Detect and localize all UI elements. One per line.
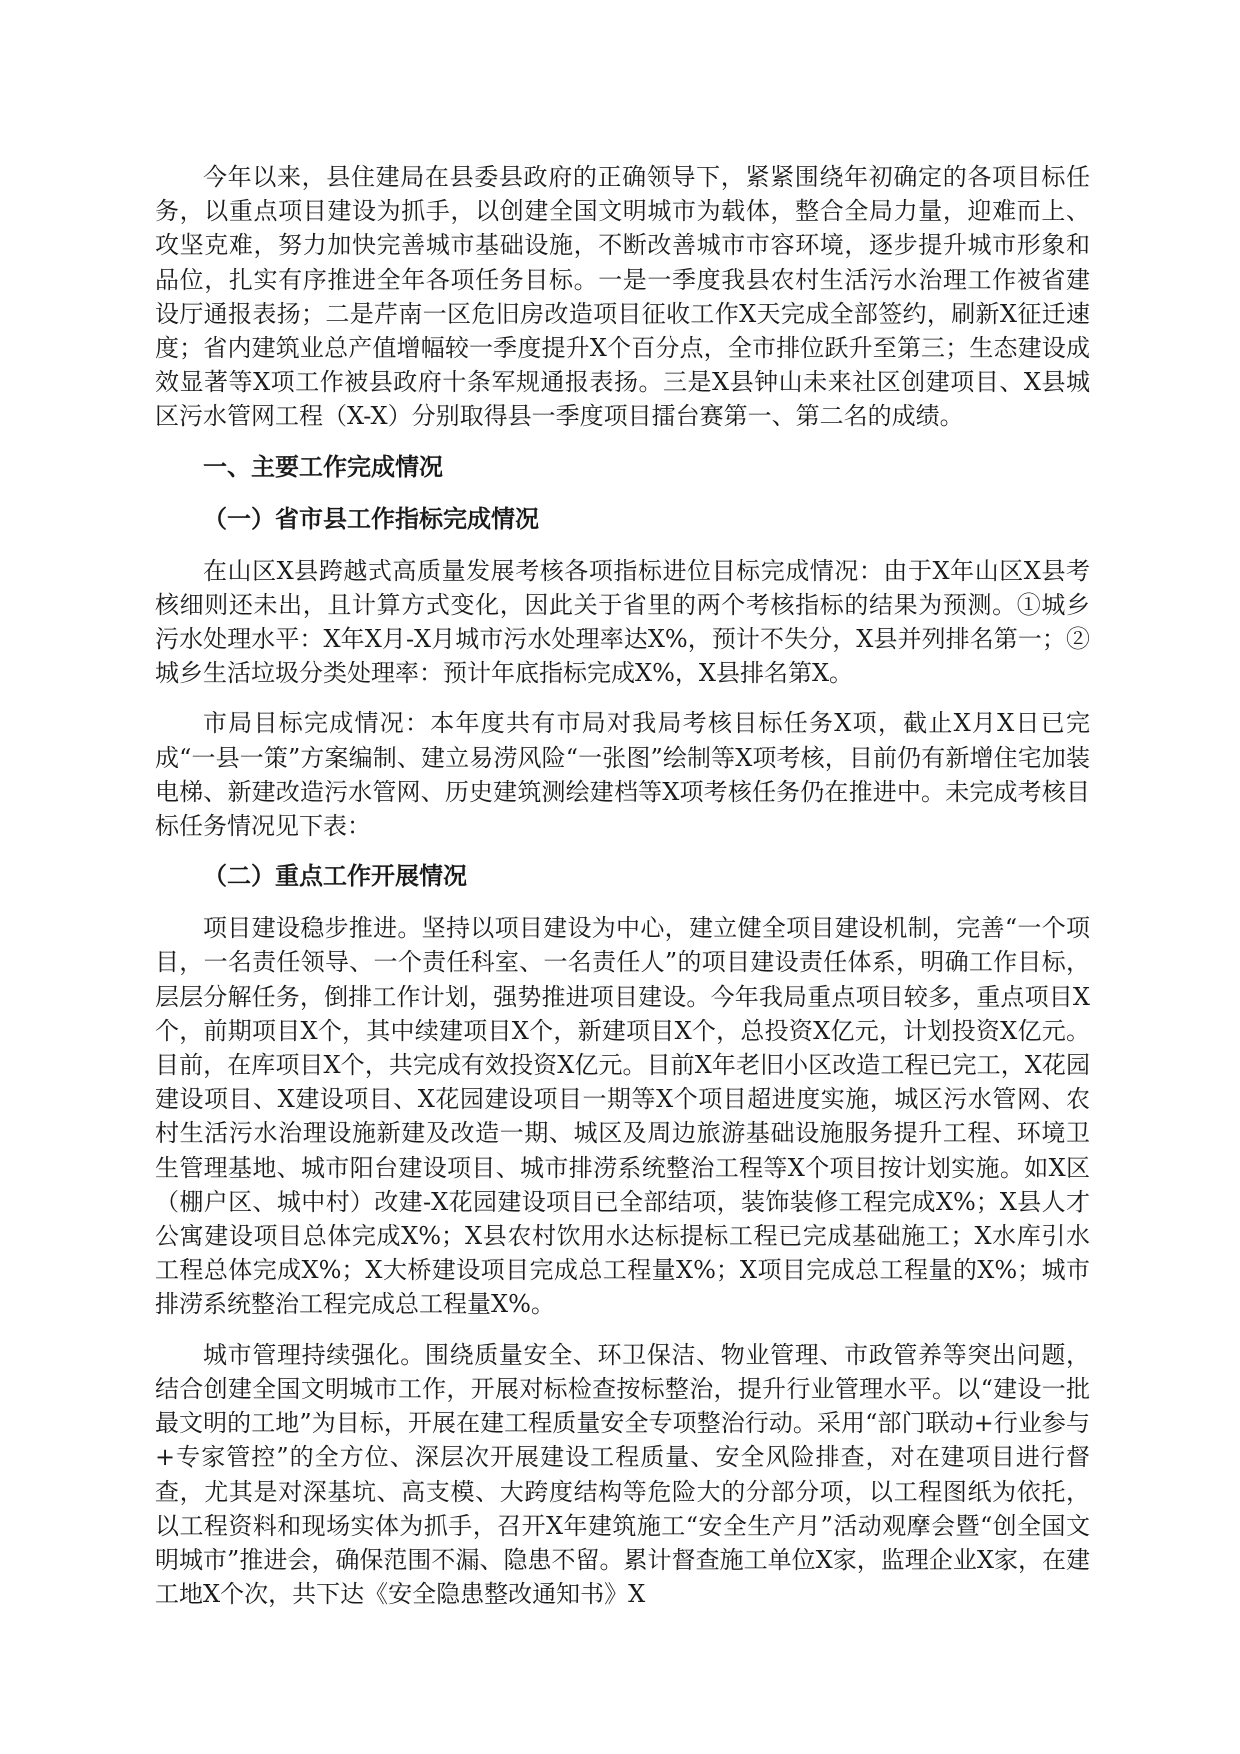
subsection-heading-key-work: （二）重点工作开展情况 [203, 862, 467, 891]
city-targets-paragraph: 市局目标完成情况：本年度共有市局对我局考核目标任务X项，截止X月X日已完成“一县一策”方案编制、建立易涝风险“一张图”绘制等X项考核，目前仍有新增住宅加装电梯、新建改造污水管网、历史建筑测绘建档等X项考核任务仍在推进中。未完成考核目标任务情况见下表： [155, 709, 1090, 841]
city-management-paragraph: 城市管理持续强化。围绕质量安全、环卫保洁、物业管理、市政管养等突出问题，结合创建全国文明城市工作，开展对标检查按标整治，提升行业管理水平。以“建设一批最文明的工地”为目标，开展在建工程质量安全专项整治行动。采用“部门联动+行业参与+专家管控”的全方位、深层次开展建设工程质量、安全风险排查，对在建项目进行督查，尤其是对深基坑、高支模、大跨度结构等危险大的分部分项，以工程图纸为依托，以工程资料和现场实体为抓手，召开X年建筑施工“安全生产月”活动观摩会暨“创全国文明城市”推进会，确保范围不漏、隐患不留。累计督查施工单位X家，监理企业X家，在建工地X个次，共下达《安全隐患整改通知书》X [155, 1340, 1090, 1609]
subsection-heading-indicators: （一）省市县工作指标完成情况 [203, 504, 539, 533]
document-page [155, 160, 1090, 1627]
indicators-paragraph: 在山区X县跨越式高质量发展考核各项指标进位目标完成情况：由于X年山区X县考核细则还未出，且计算方式变化，因此关于省里的两个考核指标的结果为预测。①城乡污水处理水平：X年X月-X月城市污水处理率达X%，预计不失分，X县并列排名第一；②城乡生活垃圾分类处理率：预计年底指标完成X%，X县排名第X。 [155, 556, 1090, 688]
section-heading-main-work: 一、主要工作完成情况 [203, 452, 443, 481]
project-construction-paragraph: 项目建设稳步推进。坚持以项目建设为中心，建立健全项目建设机制，完善“一个项目，一名责任领导、一个责任科室、一名责任人”的项目建设责任体系，明确工作目标，层层分解任务，倒排工作计划，强势推进项目建设。今年我局重点项目较多，重点项目X个，前期项目X个，其中续建项目X个，新建项目X个，总投资X亿元，计划投资X亿元。目前，在库项目X个，共完成有效投资X亿元。目前X年老旧小区改造工程已完工，X花园建设项目、X建设项目、X花园建设项目一期等X个项目超进度实施，城区污水管网、农村生活污水治理设施新建及改造一期、城区及周边旅游基础设施服务提升工程、环境卫生管理基地、城市阳台建设项目、城市排涝系统整治工程等X个项目按计划实施。如X区（棚户区、城中村）改建-X花园建设项目已全部结项，装饰装修工程完成X%；X县人才公寓建设项目总体完成X%；X县农村饮用水达标提标工程已完成基础施工；X水库引水工程总体完成X%；X大桥建设项目完成总工程量X%；X项目完成总工程量的X%；城市排涝系统整治工程完成总工程量X%。 [155, 914, 1090, 1319]
intro-paragraph: 今年以来，县住建局在县委县政府的正确领导下，紧紧围绕年初确定的各项目标任务，以重点项目建设为抓手，以创建全国文明城市为载体，整合全局力量，迎难而上、攻坚克难，努力加快完善城市基础设施，不断改善城市市容环境，逐步提升城市形象和品位，扎实有序推进全年各项任务目标。一是一季度我县农村生活污水治理工作被省建设厅通报表扬；二是芹南一区危旧房改造项目征收工作X天完成全部签约，刷新X征迁速度；省内建筑业总产值增幅较一季度提升X个百分点，全市排位跃升至第三；生态建设成效显著等X项工作被县政府十条军规通报表扬。三是X县钟山未来社区创建项目、X县城区污水管网工程（X-X）分别取得县一季度项目擂台赛第一、第二名的成绩。 [155, 163, 1090, 431]
